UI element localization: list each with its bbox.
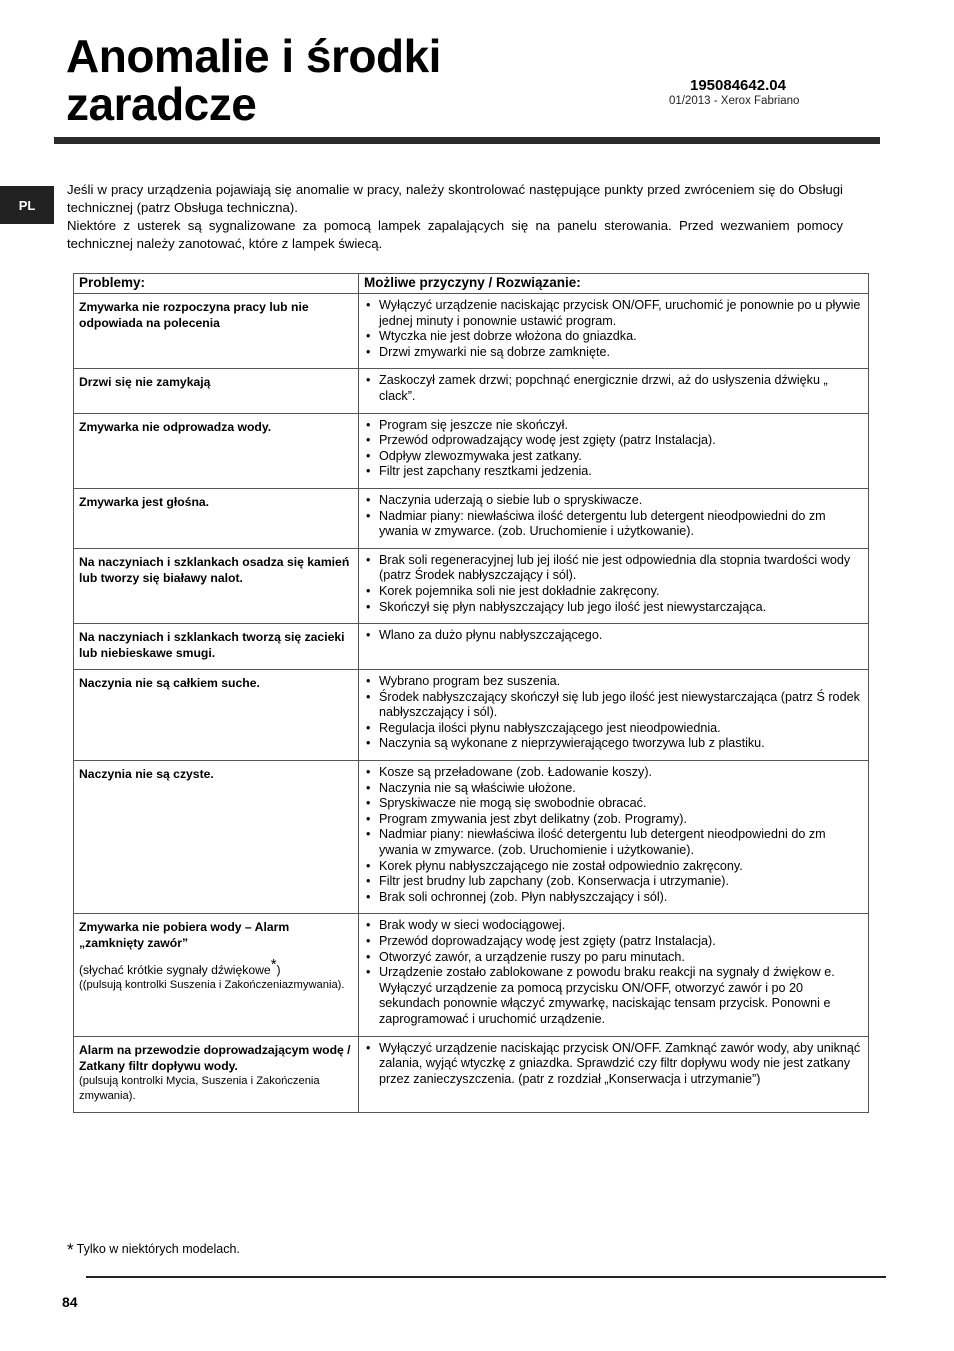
solution-item: • Przewód odprowadzający wodę jest zgięty (patrz Instalacja). [363, 433, 862, 449]
solution-item: • Regulacja ilości płynu nabłyszczającego jest nieodpowiednia. [363, 721, 862, 737]
solution-item: • Naczynia nie są właściwie ułożone. [363, 781, 862, 797]
solution-item: • Odpływ zlewozmywaka jest zatkany. [363, 449, 862, 465]
solution-item: • Spryskiwacze nie mogą się swobodnie obracać. [363, 796, 862, 812]
solution-item: • Wtyczka nie jest dobrze włożona do gniazdka. [363, 329, 862, 345]
solution-item: • Nadmiar piany: niewłaściwa ilość detergentu lub detergent nieodpowiedni do zm ywania w zmywarce. (zob. Uruchomienie i użytkowanie). [363, 509, 862, 540]
problem-cell [74, 548, 359, 623]
solution-list [363, 1041, 862, 1088]
table-row [74, 1036, 869, 1112]
solution-list [363, 674, 862, 752]
problem-note: (słychać krótkie sygnały dźwiękowe [79, 963, 271, 978]
solution-item: • Wlano za dużo płynu nabłyszczającego. [363, 628, 862, 644]
table-row [74, 914, 869, 1036]
solution-item: • Brak soli regeneracyjnej lub jej ilość nie jest odpowiednia dla stopnia twardości wody (patrz Środek nabłyszczający i sól). [363, 553, 862, 584]
title-divider [54, 137, 880, 144]
solution-item: • Brak soli ochronnej (zob. Płyn nabłyszczający i sól). [363, 890, 862, 906]
solution-list [363, 553, 862, 615]
solution-cell [359, 670, 869, 761]
page-title [66, 32, 441, 128]
solution-item: • Drzwi zmywarki nie są dobrze zamknięte. [363, 345, 862, 361]
problem-column-header: Problemy: [74, 274, 359, 294]
problem-text: Zmywarka nie odprowadza wody. [79, 419, 272, 434]
solution-item: • Zaskoczył zamek drzwi; popchnąć energicznie drzwi, aż do usłyszenia dźwięku „ clack”. [363, 373, 862, 404]
problem-text: Na naczyniach i szklankach tworzą się zacieki lub niebieskawe smugi. [79, 630, 345, 661]
solution-item: • Korek płynu nabłyszczającego nie został odpowiednio zakręcony. [363, 859, 862, 875]
table-header-row [74, 274, 869, 294]
problem-indicator-note: ((pulsują kontrolki Suszenia i Zakończeniazmywania). [79, 979, 345, 992]
problem-cell [74, 413, 359, 488]
table-row [74, 624, 869, 670]
solution-list [363, 418, 862, 480]
intro-paragraph-2: Niektóre z usterek są sygnalizowane za pomocą lampek zapalających się na panelu sterowania. Przed wezwaniem pomocy technicznej należy zanotować, które z lampek świecą. [67, 218, 843, 251]
solution-item: • Brak wody w sieci wodociągowej. [363, 918, 862, 934]
document-edition: 01/2013 - Xerox Fabriano [669, 95, 800, 107]
table-row [74, 488, 869, 548]
solution-cell [359, 548, 869, 623]
solution-list [363, 918, 862, 1027]
problem-text: Zmywarka nie pobiera wody – Alarm „zamknięty zawór” [79, 920, 290, 951]
table-row [74, 294, 869, 369]
solution-item: • Naczynia są wykonane z nieprzywierającego tworzywa lub z plastiku. [363, 736, 862, 752]
footnote-text: Tylko w niektórych modelach. [76, 1242, 240, 1256]
solution-item: • Kosze są przeładowane (zob. Ładowanie koszy). [363, 765, 862, 781]
problem-cell [74, 294, 359, 369]
solution-cell [359, 488, 869, 548]
title-line-2: zaradcze [66, 78, 257, 130]
solution-item: • Środek nabłyszczający skończył się lub jego ilość jest niewystarczająca (patrz Ś rodek nabłyszczający i sól). [363, 690, 862, 721]
solution-item: • Korek pojemnika soli nie jest dokładnie zakręcony. [363, 584, 862, 600]
solution-item: • Program zmywania jest zbyt delikatny (zob. Programy). [363, 812, 862, 828]
solution-item: • Wybrano program bez suszenia. [363, 674, 862, 690]
solution-item: • Program się jeszcze nie skończył. [363, 418, 862, 434]
solution-cell [359, 413, 869, 488]
table-row [74, 548, 869, 623]
problem-cell [74, 488, 359, 548]
solution-item: • Filtr jest zapchany resztkami jedzenia. [363, 464, 862, 480]
solution-list [363, 493, 862, 540]
solution-column-header: Możliwe przyczyny / Rozwiązanie: [359, 274, 869, 294]
solution-item: • Nadmiar piany: niewłaściwa ilość detergentu lub detergent nieodpowiedni do zm ywania w zmywarce. (zob. Uruchomienie i użytkowanie). [363, 827, 862, 858]
page-number: 84 [62, 1294, 78, 1310]
intro-text [67, 181, 843, 253]
solution-cell [359, 624, 869, 670]
footnote-asterisk: * [67, 1240, 74, 1259]
problem-cell [74, 369, 359, 413]
solution-list [363, 373, 862, 404]
document-number: 195084642.04 [690, 77, 786, 94]
problem-cell [74, 914, 359, 1036]
problem-cell [74, 1036, 359, 1112]
problem-text: Naczynia nie są całkiem suche. [79, 676, 260, 691]
solution-item: • Naczynia uderzają o siebie lub o spryskiwacze. [363, 493, 862, 509]
language-tab: PL [0, 186, 54, 224]
solution-item: • Otworzyć zawór, a urządzenie ruszy po paru minutach. [363, 950, 862, 966]
problem-text: Na naczyniach i szklankach osadza się kamień lub tworzy się białawy nalot. [79, 554, 350, 585]
solution-cell [359, 1036, 869, 1112]
solution-item: • Przewód doprowadzający wodę jest zgięty (patrz Instalacja). [363, 934, 862, 950]
problem-cell [74, 624, 359, 670]
troubleshooting-table [73, 273, 869, 1113]
solution-item: • Wyłączyć urządzenie naciskając przycisk ON/OFF. Zamknąć zawór wody, aby uniknąć zalania, wyjąć wtyczkę z gniazdka. Sprawdzić czy filtr dopływu wody nie jest zatkany przez zanieczyszczenia. (patr z rozdział „Konserwacja i utrzymanie”) [363, 1041, 862, 1088]
solution-list [363, 765, 862, 905]
problem-text: Zmywarka nie rozpoczyna pracy lub nie odpowiada na polecenia [79, 300, 309, 330]
title-line-1: Anomalie i środki [66, 30, 441, 82]
asterisk-mark: * [270, 956, 277, 974]
solution-cell [359, 369, 869, 413]
problem-note-end: ) [276, 963, 281, 978]
problem-text: Drzwi się nie zamykają [79, 375, 211, 390]
intro-paragraph-1: Jeśli w pracy urządzenia pojawiają się anomalie w pracy, należy skontrolować następujące punkty przed zwróceniem się do Obsługi technicznej (patrz Obsługa techniczna). [67, 182, 843, 215]
solution-cell [359, 761, 869, 914]
problem-indicator-note: (pulsują kontrolki Mycia, Suszenia i Zakończenia zmywania). [79, 1074, 320, 1102]
solution-cell [359, 294, 869, 369]
solution-list [363, 298, 862, 360]
problem-cell [74, 670, 359, 761]
table-row [74, 413, 869, 488]
solution-item: • Urządzenie zostało zablokowane z powodu braku reakcji na sygnały d źwiękow e. Wyłączyć urządzenie za pomocą przycisku ON/OFF, otworzyć zawór i po 20 sekundach ponownie włączyć zmywarkę, naciskając tensam przycisk. Ponowni e zaprogramować i uruchomić urządzenie. [363, 965, 862, 1027]
problem-text: Alarm na przewodzie doprowadzającym wodę / Zatkany filtr dopływu wody. [79, 1042, 351, 1073]
table-row [74, 369, 869, 413]
table-row [74, 761, 869, 914]
problem-text: Zmywarka jest głośna. [79, 494, 210, 509]
solution-item: • Wyłączyć urządzenie naciskając przycisk ON/OFF, uruchomić je ponownie po u pływie jednej minuty i ponownie ustawić program. [363, 298, 862, 329]
problem-text: Naczynia nie są czyste. [79, 767, 214, 782]
solution-list [363, 628, 862, 644]
table-row [74, 670, 869, 761]
bottom-divider [86, 1276, 886, 1278]
solution-item: • Filtr jest brudny lub zapchany (zob. Konserwacja i utrzymanie). [363, 874, 862, 890]
footnote [67, 1240, 240, 1260]
solution-item: • Skończył się płyn nabłyszczający lub jego ilość jest niewystarczająca. [363, 600, 862, 616]
problem-cell [74, 761, 359, 914]
solution-cell [359, 914, 869, 1036]
